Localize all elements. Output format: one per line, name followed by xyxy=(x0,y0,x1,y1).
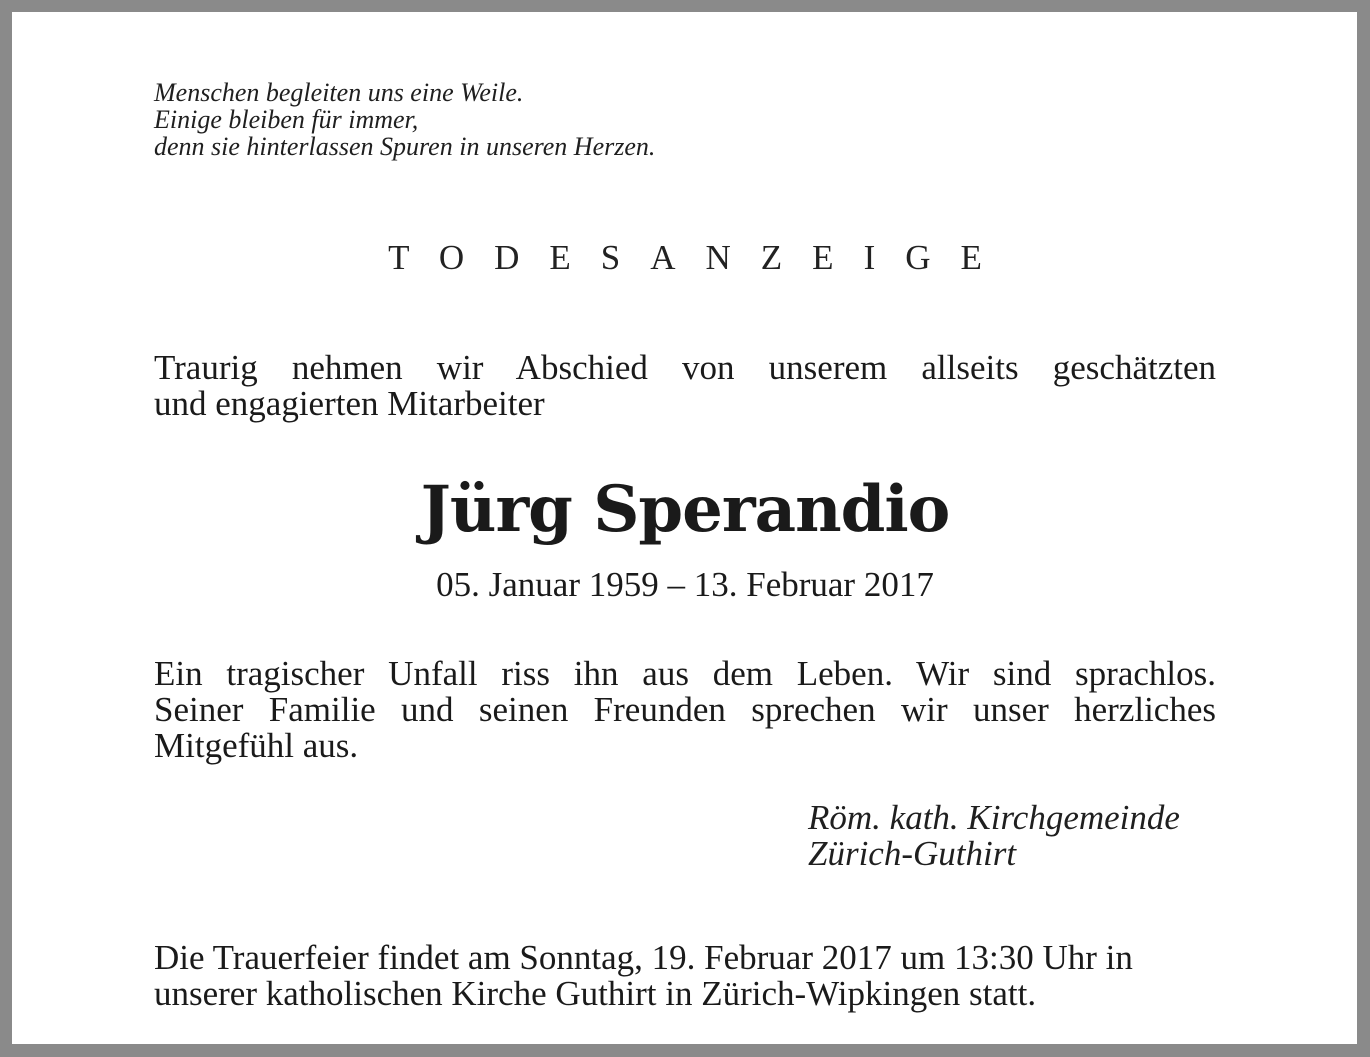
message-line: Mitgefühl aus. xyxy=(154,726,359,765)
condolence-message xyxy=(154,656,1216,764)
funeral-service-info xyxy=(154,940,1216,1012)
deceased-name: Jürg Sperandio xyxy=(420,472,950,547)
motto-line: Menschen begleiten uns eine Weile. xyxy=(154,78,524,107)
signature-line: Zürich-Guthirt xyxy=(808,834,1017,873)
signature-line: Röm. kath. Kirchgemeinde xyxy=(808,798,1180,837)
life-dates: 05. Januar 1959 – 13. Februar 2017 xyxy=(436,565,934,604)
service-line: unserer katholischen Kirche Guthirt in Zürich-Wipkingen statt. xyxy=(154,974,1037,1013)
service-line: Die Trauerfeier findet am Sonntag, 19. Februar 2017 um 13:30 Uhr in xyxy=(154,938,1133,977)
signature-block xyxy=(808,800,1180,872)
obituary-card xyxy=(12,12,1357,1044)
motto-line: denn sie hinterlassen Spuren in unseren Herzen. xyxy=(154,132,656,161)
message-line: Seiner Familie und seinen Freunden sprechen wir unser herzliches xyxy=(154,690,1216,729)
message-line: Ein tragischer Unfall riss ihn aus dem Leben. Wir sind sprachlos. xyxy=(154,654,1216,693)
intro-line: und engagierten Mitarbeiter xyxy=(154,384,545,423)
motto-line: Einige bleiben für immer, xyxy=(154,105,419,134)
motto-quote xyxy=(154,79,655,160)
intro-text xyxy=(154,350,1216,422)
intro-line: Traurig nehmen wir Abschied von unserem allseits geschätzten xyxy=(154,348,1216,387)
notice-heading: TODESANZEIGE xyxy=(388,238,1012,277)
